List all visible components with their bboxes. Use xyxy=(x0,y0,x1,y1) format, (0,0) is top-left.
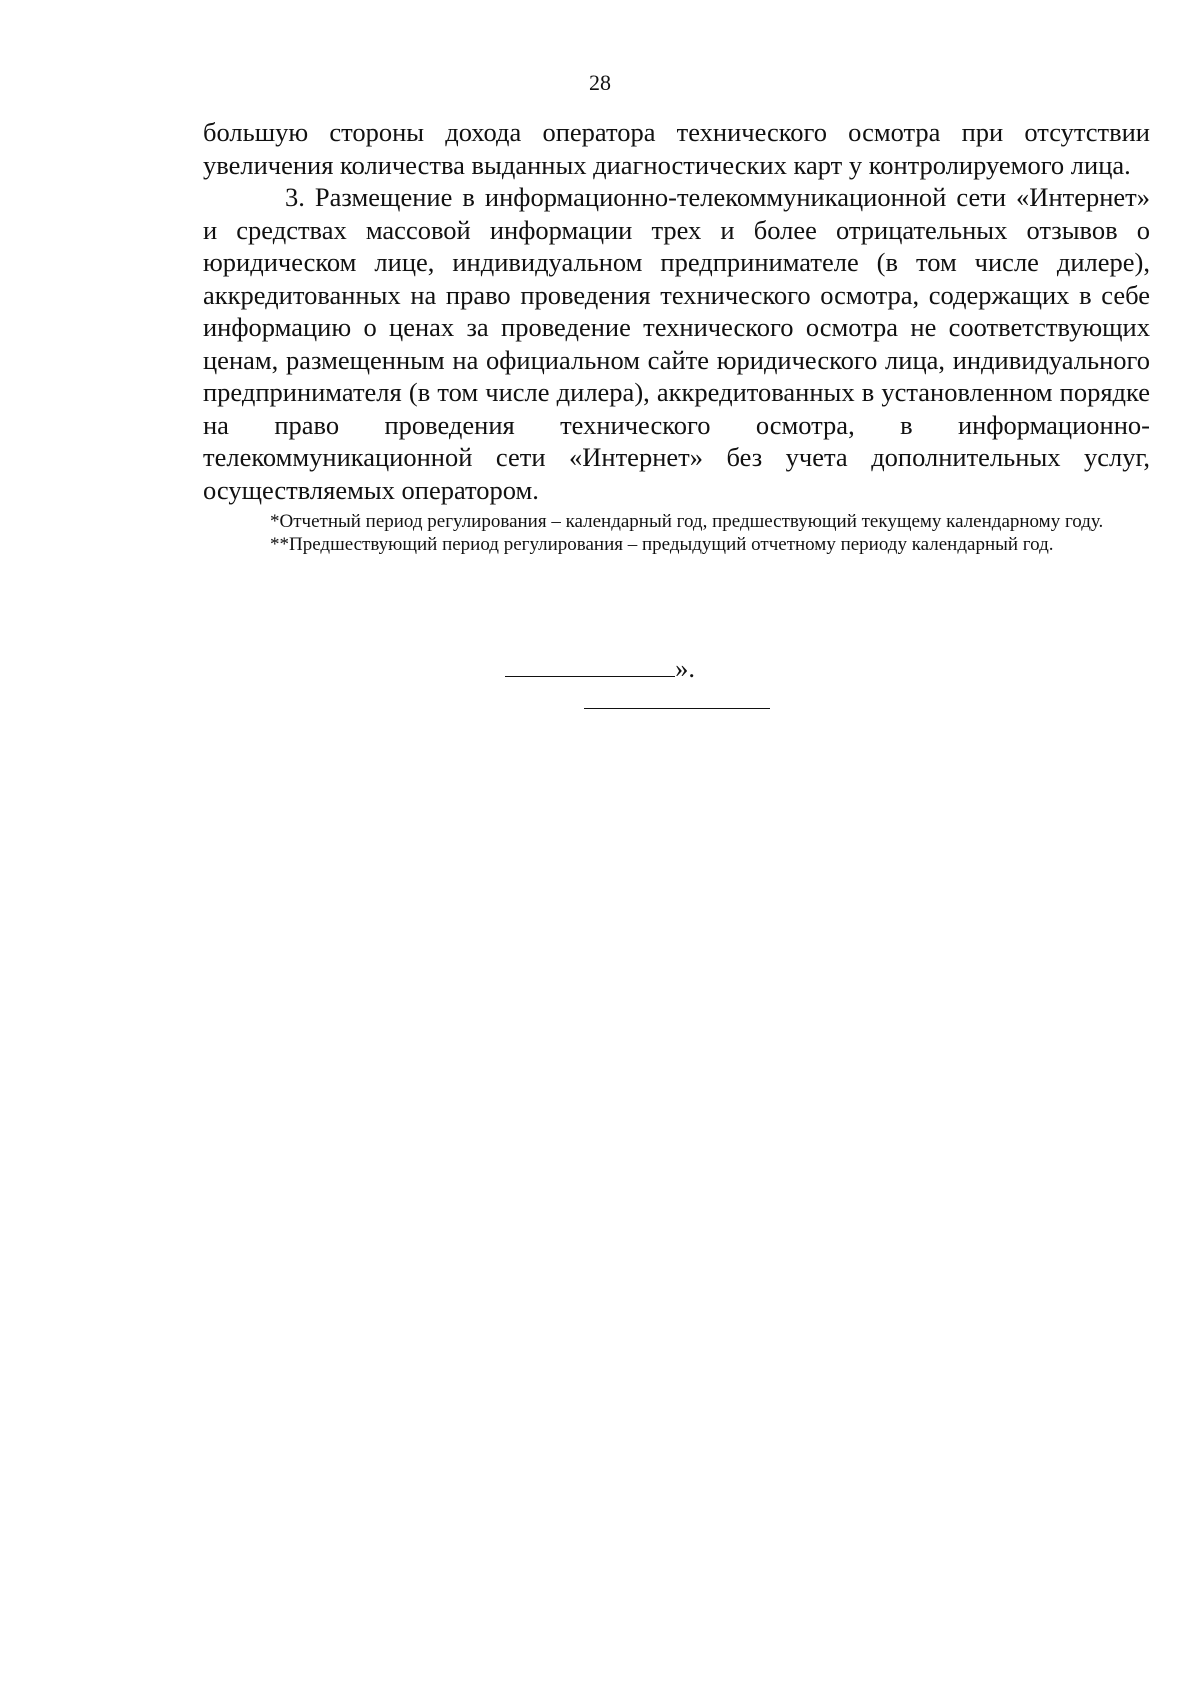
document-body xyxy=(203,116,1150,556)
closing-quote: ». xyxy=(675,653,695,683)
end-divider xyxy=(584,708,770,709)
footnote-reporting-period: *Отчетный период регулирования – календарный год, предшествующий текущему календарному году. xyxy=(270,511,1104,532)
closing-mark xyxy=(0,652,1200,684)
page-number: 28 xyxy=(589,70,611,95)
continuation-paragraph: большую стороны дохода оператора технического осмотра при отсутствии увеличения количества выданных диагностических карт у контролируемого лица. xyxy=(203,117,1150,180)
closing-underline xyxy=(505,652,675,677)
footnote-previous-period: **Предшествующий период регулирования – предыдущий отчетному периоду календарный год. xyxy=(270,534,1054,555)
item-3-paragraph: 3. Размещение в информационно-телекоммуникационной сети «Интернет» и средствах массовой информации трех и более отрицательных отзывов о юридическом лице, индивидуальном предпринимателе (в том числе дилере), аккредитованных на право проведения технического осмотра, содержащих в себе информацию о ценах за проведение технического осмотра не соответствующих ценам, размещенным на официальном сайте юридического лица, индивидуального предпринимателя (в том числе дилера), аккредитованных в установленном порядке на право проведения технического осмотра, в информационно-телекоммуникационной сети «Интернет» без учета дополнительных услуг, осуществляемых оператором. xyxy=(203,182,1150,505)
